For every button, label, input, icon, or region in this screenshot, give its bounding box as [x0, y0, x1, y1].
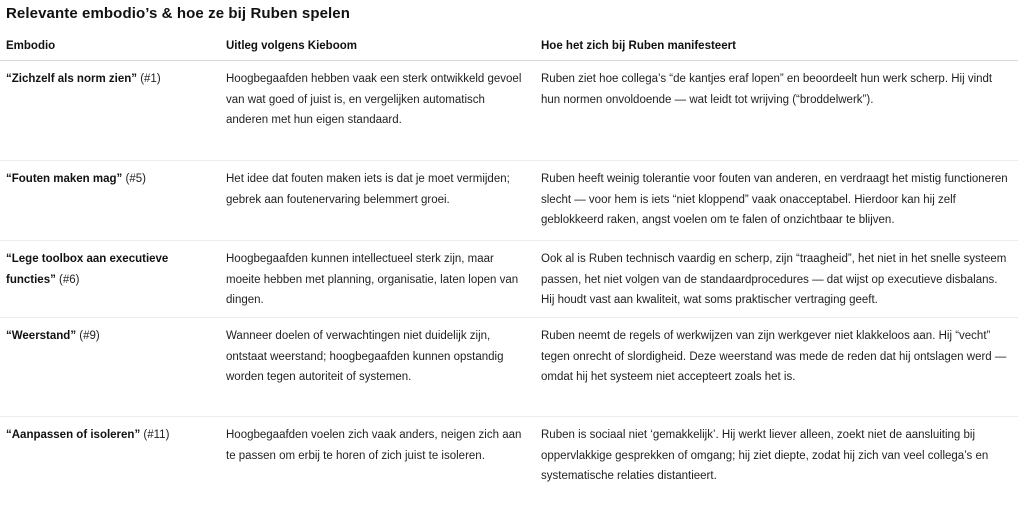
- ruben-cell: Ruben neemt de regels of werkwijzen van zijn werkgever niet klakkeloos aan. Hij “vecht” tegen onrecht of slordigheid. Deze weerstand was mede de reden dat hij ontslagen werd — omdat hij het systeem niet accepteert zoals het is.: [535, 318, 1018, 417]
- embodio-number: (#11): [140, 429, 169, 441]
- ruben-cell: Ruben heeft weinig tolerantie voor fouten van anderen, en verdraagt het mistig functioneren slecht — voor hem is iets “niet kloppend” vaak onacceptabel. Hierdoor kan hij zelf geblokkeerd raken, angst voelen om te falen of onzichtbaar te blijven.: [535, 161, 1018, 241]
- embodio-term: “Aanpassen of isoleren”: [6, 429, 140, 441]
- uitleg-cell: Wanneer doelen of verwachtingen niet duidelijk zijn, ontstaat weerstand; hoogbegaafden kunnen opstandig worden tegen autoriteit of systemen.: [220, 318, 535, 417]
- table-row: [0, 318, 1018, 417]
- header-embodio: Embodio: [0, 32, 220, 61]
- uitleg-cell: Het idee dat fouten maken iets is dat je moet vermijden; gebrek aan foutenervaring belemmert groei.: [220, 161, 535, 241]
- embodio-number: (#9): [76, 330, 100, 342]
- embodio-cell: [0, 61, 220, 161]
- embodio-number: (#1): [137, 73, 161, 85]
- section-title: Relevante embodio’s & hoe ze bij Ruben spelen: [6, 5, 350, 22]
- ruben-cell: Ruben ziet hoe collega’s “de kantjes eraf lopen” en beoordeelt hun werk scherp. Hij vindt hun normen onvoldoende — wat leidt tot wrijving (“broddelwerk”).: [535, 61, 1018, 161]
- embodio-term: “Zichzelf als norm zien”: [6, 73, 137, 85]
- embodio-table: [0, 32, 1018, 513]
- uitleg-cell: Hoogbegaafden kunnen intellectueel sterk zijn, maar moeite hebben met planning, organisatie, laten lopen van dingen.: [220, 241, 535, 318]
- embodio-number: (#5): [122, 173, 146, 185]
- embodio-cell: [0, 318, 220, 417]
- header-ruben: Hoe het zich bij Ruben manifesteert: [535, 32, 1018, 61]
- embodio-number: (#6): [56, 274, 80, 286]
- uitleg-cell: Hoogbegaafden voelen zich vaak anders, neigen zich aan te passen om erbij te horen of zich juist te isoleren.: [220, 417, 535, 513]
- table-row: [0, 61, 1018, 161]
- ruben-cell: Ruben is sociaal niet ‘gemakkelijk’. Hij werkt liever alleen, zoekt niet de aansluiting bij oppervlakkige gesprekken of omgang; hij ziet diepte, zodat hij zich van veel collega’s en systematische relaties distantieert.: [535, 417, 1018, 513]
- embodio-cell: [0, 241, 220, 318]
- embodio-term: “Lege toolbox aan executieve functies”: [6, 253, 168, 286]
- uitleg-cell: Hoogbegaafden hebben vaak een sterk ontwikkeld gevoel van wat goed of juist is, en vergelijken automatisch anderen met hun eigen standaard.: [220, 61, 535, 161]
- table-row: [0, 241, 1018, 318]
- table-row: [0, 161, 1018, 241]
- embodio-term: “Fouten maken mag”: [6, 173, 122, 185]
- table-header: [0, 32, 1018, 61]
- header-uitleg: Uitleg volgens Kieboom: [220, 32, 535, 61]
- table-row: [0, 417, 1018, 513]
- embodio-cell: [0, 417, 220, 513]
- ruben-cell: Ook al is Ruben technisch vaardig en scherp, zijn “traagheid”, het niet in het snelle systeem passen, het niet volgen van de standaardprocedures — dat wijst op executieve disbalans. Hij houdt vast aan kwaliteit, wat soms praktischer vertraging geeft.: [535, 241, 1018, 318]
- embodio-term: “Weerstand”: [6, 330, 76, 342]
- embodio-cell: [0, 161, 220, 241]
- header-row: [0, 32, 1018, 61]
